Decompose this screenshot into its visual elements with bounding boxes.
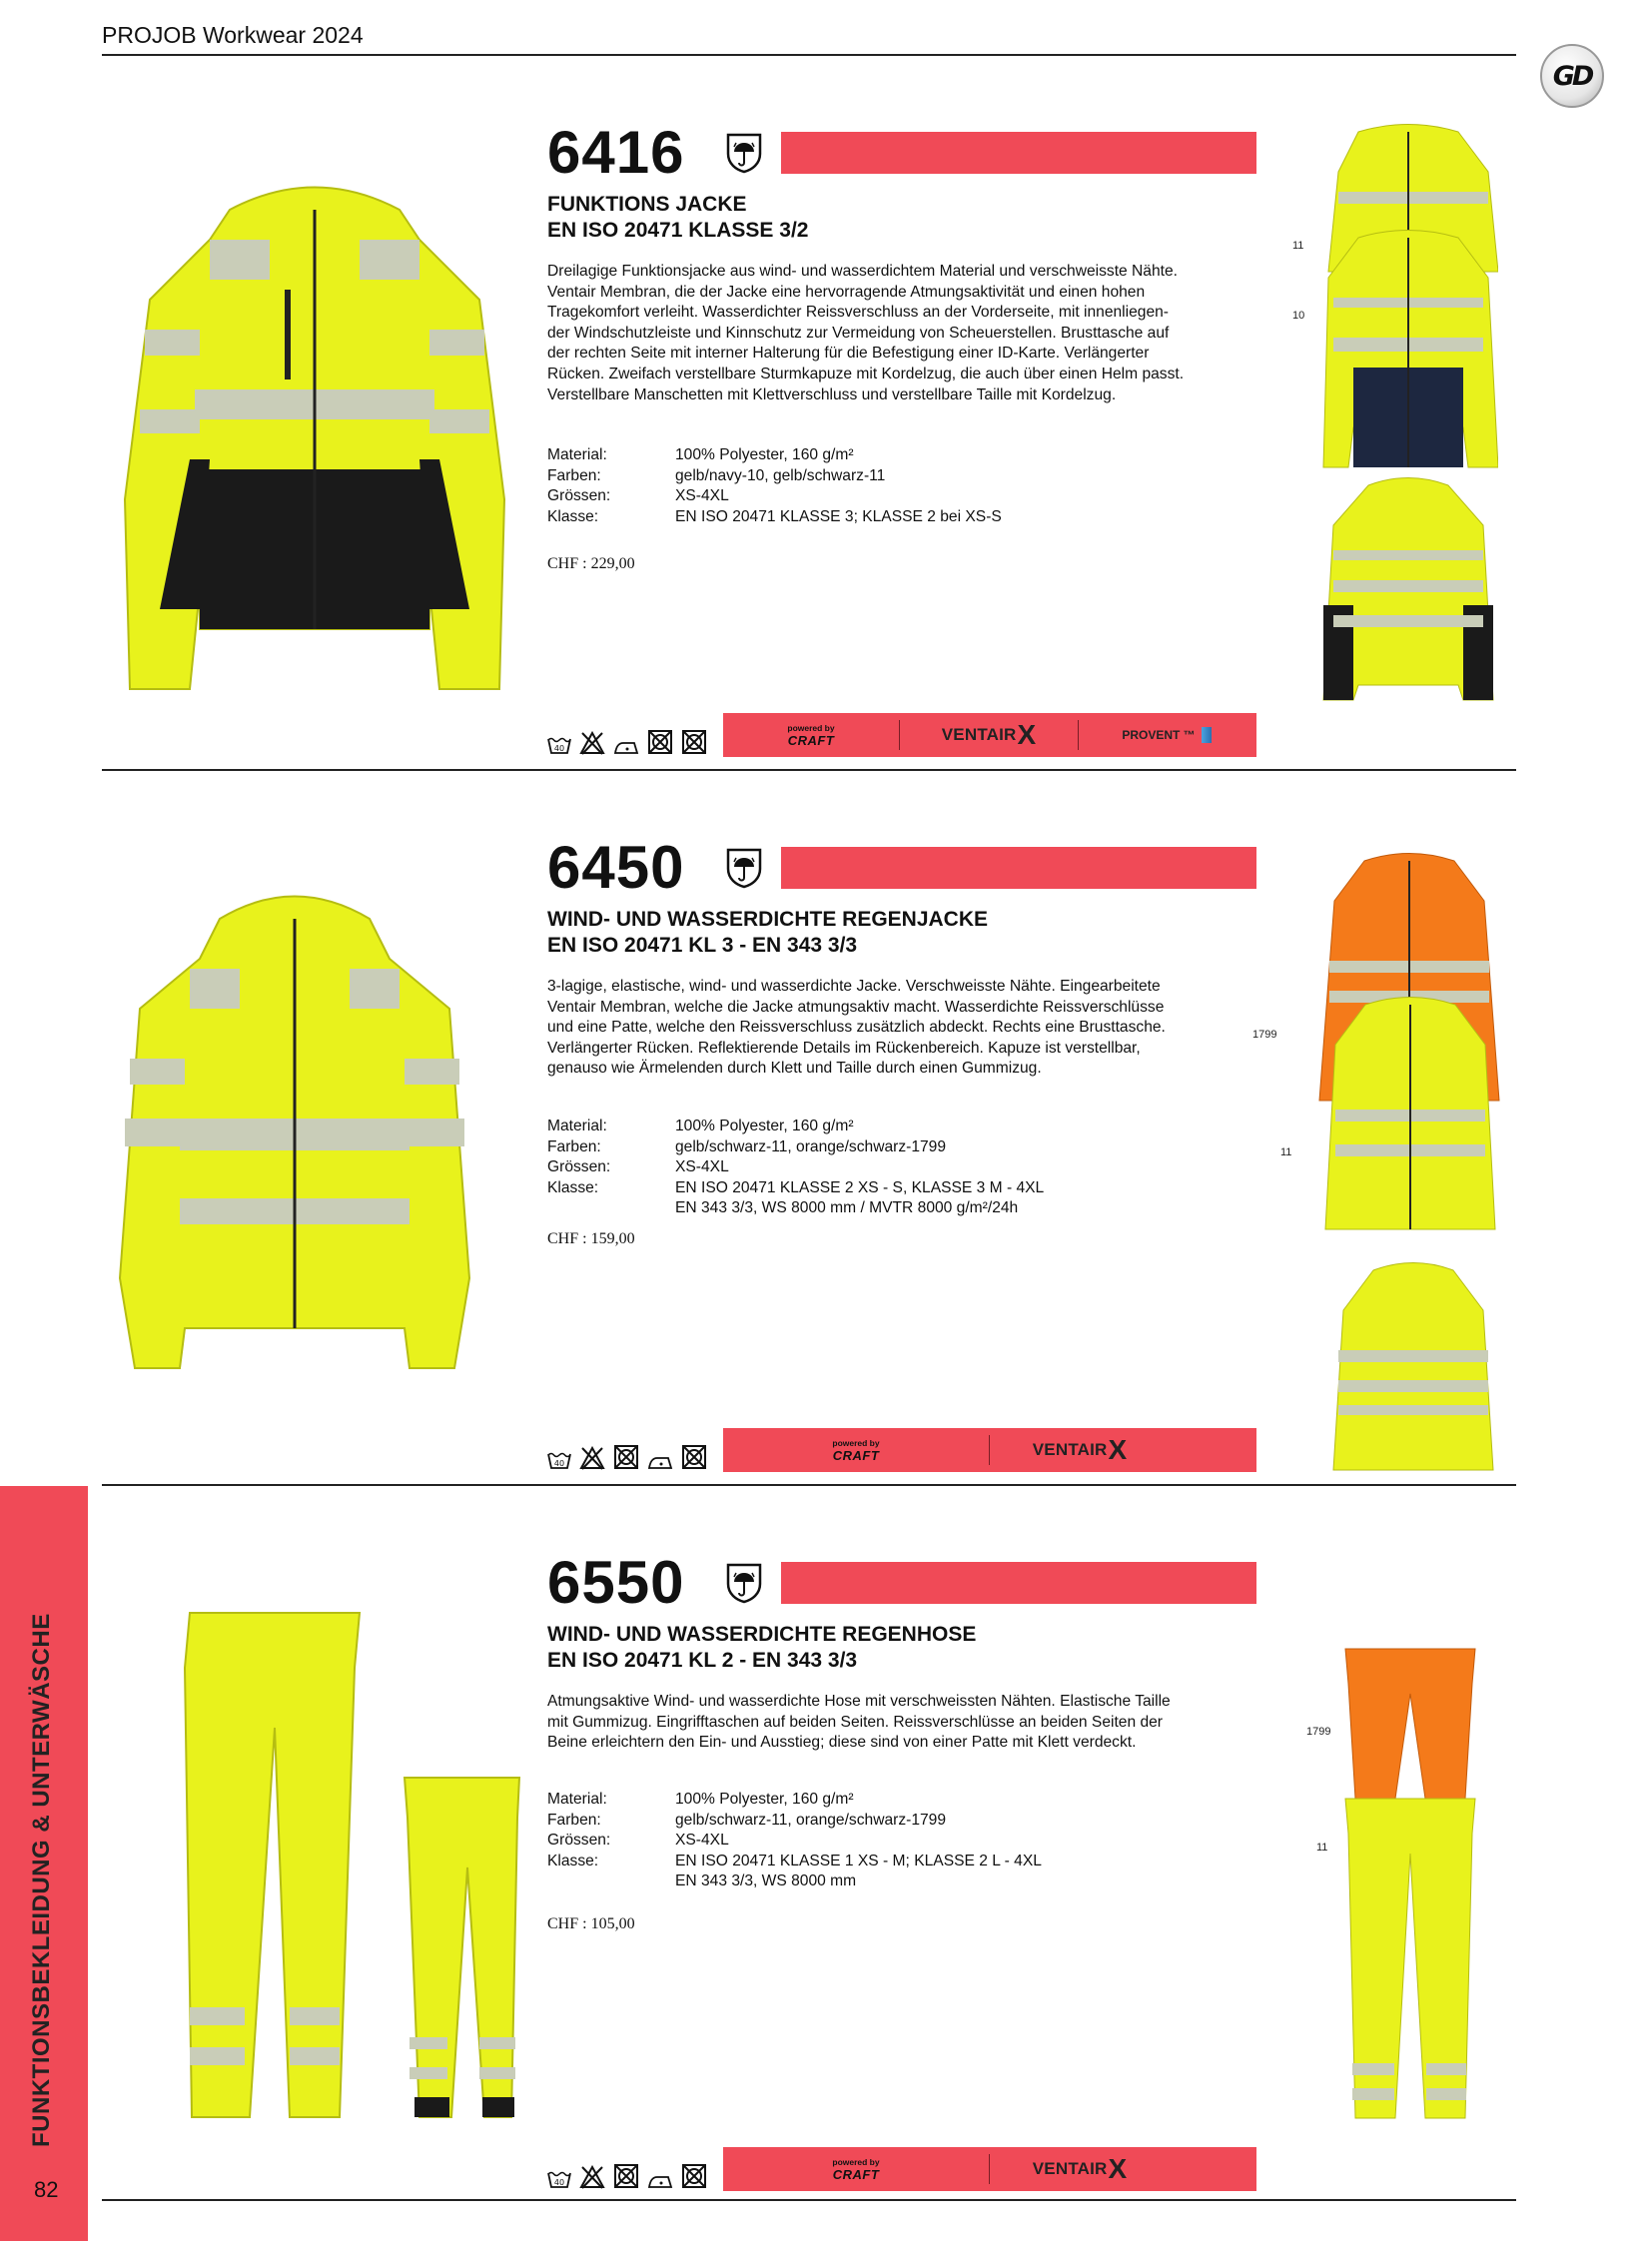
product-number: 6450	[547, 834, 685, 901]
weather-protection-shield-icon	[725, 1562, 763, 1604]
section-divider	[102, 1484, 1516, 1486]
spec-label-farben: Farben:	[547, 466, 601, 484]
ventair-logo	[900, 713, 1078, 757]
weather-protection-shield-icon	[725, 847, 763, 889]
spec-material: 100% Polyester, 160 g/m²	[675, 446, 854, 463]
description-line: Atmungsaktive Wind- und wasserdichte Hose mit verschweissten Nähten. Elastische Taille	[547, 1693, 1171, 1710]
no-dry-clean-icon	[647, 729, 673, 755]
ventair-logo	[990, 2147, 1170, 2191]
spec-label-groessen: Grössen:	[547, 487, 611, 505]
description-line: Tragekomfort verleiht. Wasserdichter Reissverschluss an der Vorderseite, mit innenliegen-	[547, 304, 1169, 322]
thumb-orange-pants-6550	[1340, 1644, 1480, 1804]
category-label: FUNKTIONSBEKLEIDUNG & UNTERWÄSCHE	[28, 1613, 55, 2147]
spec-groessen: XS-4XL	[675, 1158, 729, 1176]
product-specs	[547, 445, 1002, 527]
svg-text:40: 40	[553, 1459, 565, 1468]
thumb-yellow-black-6450	[1320, 995, 1500, 1234]
spec-material: 100% Polyester, 160 g/m²	[675, 1118, 854, 1134]
spec-label-material: Material:	[547, 1118, 607, 1134]
section-divider	[102, 2199, 1516, 2201]
title-accent-bar	[781, 847, 1256, 889]
color-code: 11	[1316, 1842, 1328, 1854]
header-divider	[102, 54, 1516, 56]
svg-text:40: 40	[553, 2178, 565, 2187]
description-line: Ventair Membran, die der Jacke eine hervorragende Atmungsaktivität und einen hohen	[547, 283, 1146, 301]
description-line: der rechten Seite mit interner Halterung für die Befestigung einer ID-Karte. Verlängerter	[547, 345, 1150, 363]
wash-40-icon	[547, 735, 571, 755]
spec-label-material: Material:	[547, 446, 607, 463]
wash-40-icon	[547, 2169, 571, 2189]
spec-klasse: EN ISO 20471 KLASSE 2 XS - S, KLASSE 3 M - 4XL	[675, 1178, 1045, 1196]
thumb-yellow-pants-6550	[1340, 1794, 1480, 2123]
color-code: 10	[1292, 310, 1305, 322]
description-line: genauso wie Ärmelenden durch Klett und Taille durch einen Gummizug.	[547, 1060, 1042, 1078]
craft-sub: powered by	[832, 1437, 880, 1448]
color-code: 11	[1280, 1146, 1292, 1158]
description-line: Verstellbare Manschetten mit Klettverschluss und verstellbare Taille mit Kordelzug.	[547, 385, 1117, 403]
product-description	[547, 1692, 1246, 1754]
product-number: 6416	[547, 119, 685, 186]
spec-label-groessen: Grössen:	[547, 1832, 611, 1850]
spec-klasse-2: EN 343 3/3, WS 8000 mm / MVTR 8000 g/m²/24h	[675, 1199, 1019, 1217]
description-line: Rücken. Zweifach verstellbare Sturmkapuze mit Kordelzug, die auch über einen Helm passt.	[547, 365, 1185, 382]
title-accent-bar	[781, 132, 1256, 174]
product-title	[547, 1622, 976, 1674]
no-tumble-dry-icon	[681, 2163, 707, 2189]
craft-logo	[723, 713, 899, 757]
craft-sub: powered by	[832, 2156, 880, 2167]
wash-40-icon	[547, 1450, 571, 1470]
craft-sub: powered by	[787, 722, 835, 733]
craft-main: CRAFT	[832, 1447, 880, 1463]
spec-farben: gelb/navy-10, gelb/schwarz-11	[675, 466, 886, 484]
spec-label-farben: Farben:	[547, 1137, 601, 1155]
section-divider	[102, 769, 1516, 771]
ventair-text: VENTAIR	[1032, 1440, 1108, 1459]
spec-groessen: XS-4XL	[675, 1832, 729, 1850]
product-main-photo-6450	[110, 879, 479, 1378]
no-dry-clean-icon	[613, 1444, 639, 1470]
iron-low-icon	[647, 2171, 673, 2189]
spec-farben: gelb/schwarz-11, orange/schwarz-1799	[675, 1137, 947, 1155]
spec-label-klasse: Klasse:	[547, 507, 599, 525]
color-code: 1799	[1252, 1029, 1277, 1041]
product-title-line2: EN ISO 20471 KL 3 - EN 343 3/3	[547, 934, 858, 957]
spec-klasse: EN ISO 20471 KLASSE 1 XS - M; KLASSE 2 L - 4XL	[675, 1852, 1042, 1869]
ventair-x: X	[1108, 1434, 1128, 1465]
no-bleach-icon	[579, 1446, 605, 1470]
logo-text: GD	[1552, 60, 1592, 92]
product-title-line2: EN ISO 20471 KLASSE 3/2	[547, 219, 809, 242]
product-number: 6550	[547, 1549, 685, 1616]
description-line: mit Gummizug. Eingrifftaschen auf beiden Seiten. Reissverschlüsse an beiden Seiten der	[547, 1713, 1163, 1731]
product-specs	[547, 1117, 1044, 1219]
product-price: CHF : 105,00	[547, 1915, 635, 1932]
spec-label-farben: Farben:	[547, 1811, 601, 1829]
craft-logo	[723, 2147, 989, 2191]
provent-mark-icon	[1202, 727, 1212, 743]
no-tumble-dry-icon	[681, 1444, 707, 1470]
description-line: und eine Patte, welche den Reissverschluss zusätzlich abdeckt. Rechts eine Brusttasche.	[547, 1019, 1166, 1037]
iron-low-icon	[647, 1452, 673, 1470]
craft-main: CRAFT	[832, 2166, 880, 2182]
product-main-photo-6416	[120, 170, 509, 709]
craft-logo	[723, 1428, 989, 1472]
product-description	[547, 977, 1246, 1080]
care-symbols	[547, 2159, 707, 2189]
iron-low-icon	[613, 737, 639, 755]
product-description	[547, 262, 1246, 405]
ventair-x: X	[1108, 2153, 1128, 2184]
spec-label-klasse: Klasse:	[547, 1178, 599, 1196]
provent-text: PROVENT ™	[1122, 728, 1196, 742]
color-code: 1799	[1306, 1726, 1331, 1738]
svg-text:40: 40	[553, 744, 565, 753]
technology-bar	[723, 2147, 1256, 2191]
catalog-title: PROJOB Workwear 2024	[102, 22, 364, 48]
description-line: Dreilagige Funktionsjacke aus wind- und wasserdichtem Material und verschweisste Nähte.	[547, 263, 1178, 280]
spec-groessen: XS-4XL	[675, 487, 729, 505]
ventair-text: VENTAIR	[941, 725, 1017, 744]
page-number: 82	[34, 2177, 59, 2202]
technology-bar	[723, 1428, 1256, 1472]
craft-main: CRAFT	[787, 732, 835, 748]
brand-logo	[1540, 44, 1604, 108]
care-symbols	[547, 1440, 707, 1470]
ventair-x: X	[1017, 719, 1037, 750]
thumb-back-6416	[1318, 475, 1498, 705]
spec-klasse-2: EN 343 3/3, WS 8000 mm	[675, 1872, 857, 1890]
color-code: 11	[1292, 240, 1304, 252]
care-symbols	[547, 725, 707, 755]
no-bleach-icon	[579, 731, 605, 755]
product-title	[547, 192, 808, 244]
technology-bar	[723, 713, 1256, 757]
product-title-line1: FUNKTIONS JACKE	[547, 193, 747, 216]
provent-logo	[1079, 713, 1254, 757]
product-specs	[547, 1790, 1042, 1892]
product-price: CHF : 229,00	[547, 555, 635, 572]
spec-klasse: EN ISO 20471 KLASSE 3; KLASSE 2 bei XS-S	[675, 507, 1002, 525]
description-line: Ventair Membran, welche die Jacke atmungsaktiv macht. Wasserdichte Reissverschlüsse	[547, 998, 1165, 1016]
spec-farben: gelb/schwarz-11, orange/schwarz-1799	[675, 1811, 947, 1829]
product-main-photo-6550	[180, 1608, 529, 2127]
weather-protection-shield-icon	[725, 132, 763, 174]
product-price: CHF : 159,00	[547, 1230, 635, 1247]
product-title-line1: WIND- UND WASSERDICHTE REGENHOSE	[547, 1623, 977, 1646]
no-tumble-dry-icon	[681, 729, 707, 755]
spec-label-groessen: Grössen:	[547, 1158, 611, 1176]
no-bleach-icon	[579, 2165, 605, 2189]
product-title	[547, 907, 988, 959]
product-title-line1: WIND- UND WASSERDICHTE REGENJACKE	[547, 908, 989, 931]
no-dry-clean-icon	[613, 2163, 639, 2189]
thumb-back-6450	[1328, 1260, 1498, 1475]
spec-material: 100% Polyester, 160 g/m²	[675, 1791, 854, 1808]
thumb-yellow-navy-6416	[1318, 228, 1498, 477]
spec-label-material: Material:	[547, 1791, 607, 1808]
spec-label-klasse: Klasse:	[547, 1852, 599, 1869]
description-line: 3-lagige, elastische, wind- und wasserdichte Jacke. Verschweisste Nähte. Eingearbeitete	[547, 978, 1161, 995]
description-line: Verlängerter Rücken. Reflektierende Details im Rückenbereich. Kapuze ist verstellbar,	[547, 1039, 1141, 1057]
ventair-logo	[990, 1428, 1170, 1472]
product-title-line2: EN ISO 20471 KL 2 - EN 343 3/3	[547, 1649, 858, 1672]
ventair-text: VENTAIR	[1032, 2159, 1108, 2178]
title-accent-bar	[781, 1562, 1256, 1604]
description-line: Beine erleichtern den Ein- und Ausstieg; diese sind von einer Patte mit Klett verdeckt.	[547, 1734, 1137, 1752]
description-line: der Windschutzleiste und Kinnschutz zur Vermeidung von Scheuerstellen. Brusttasche auf	[547, 324, 1170, 342]
